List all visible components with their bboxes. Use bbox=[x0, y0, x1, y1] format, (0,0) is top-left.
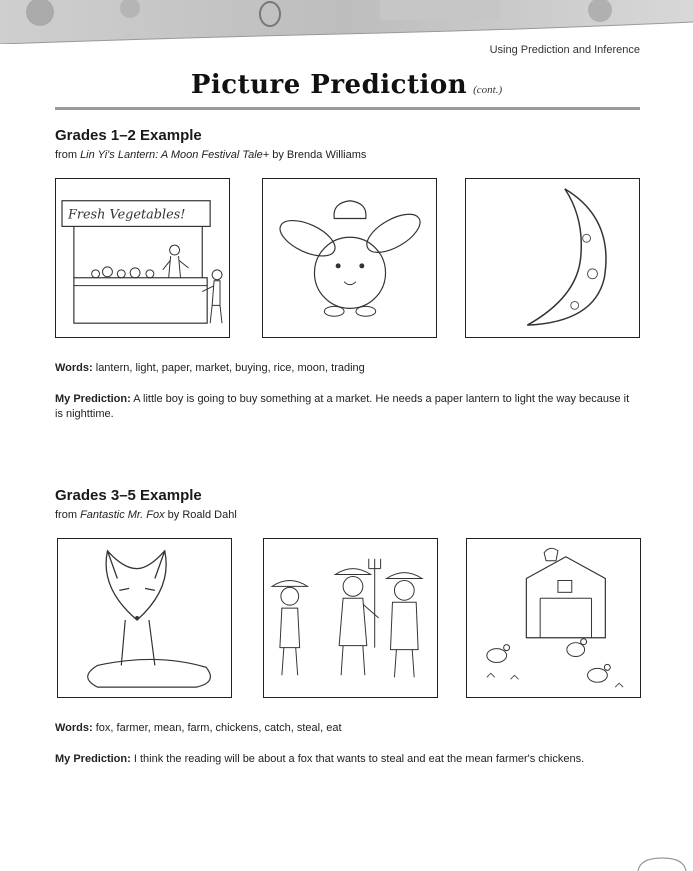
rabbit-drawing bbox=[262, 178, 437, 338]
example2-source: from Fantastic Mr. Fox by Roald Dahl bbox=[55, 509, 237, 521]
running-header: Using Prediction and Inference bbox=[489, 44, 640, 56]
example1-words: Words: lantern, light, paper, market, buying, rice, moon, trading bbox=[55, 362, 365, 374]
market-stall-drawing bbox=[55, 178, 230, 338]
market-sign: Fresh Vegetables! bbox=[67, 207, 186, 223]
fox-drawing bbox=[57, 538, 232, 698]
example1-heading: Grades 1–2 Example bbox=[55, 127, 202, 144]
example2-words: Words: fox, farmer, mean, farm, chickens, catch, steal, eat bbox=[55, 722, 342, 734]
barn-chickens-drawing bbox=[466, 538, 641, 698]
moon-drawing bbox=[465, 178, 640, 338]
example2-heading: Grades 3–5 Example bbox=[55, 487, 202, 504]
title-cont: (cont.) bbox=[473, 84, 503, 96]
header-decoration bbox=[0, 0, 693, 44]
page-number-badge bbox=[636, 856, 688, 871]
farmers-drawing bbox=[263, 538, 438, 698]
example2-prediction: My Prediction: I think the reading will be about a fox that wants to steal and eat the mean farmer's chickens. bbox=[55, 753, 585, 765]
page-title bbox=[0, 70, 693, 100]
example1-prediction: My Prediction: A little boy is going to buy something at a market. He needs a paper lantern to light the way because it is nighttime. bbox=[55, 393, 630, 420]
example1-book-title: Lin Yi's Lantern: A Moon Festival Tale+ bbox=[80, 149, 270, 161]
title-main: Picture Prediction bbox=[190, 70, 468, 100]
example1-source: from Lin Yi's Lantern: A Moon Festival Tale+ by Brenda Williams bbox=[55, 149, 367, 161]
example2-book-title: Fantastic Mr. Fox bbox=[80, 509, 165, 521]
title-rule bbox=[55, 106, 640, 111]
